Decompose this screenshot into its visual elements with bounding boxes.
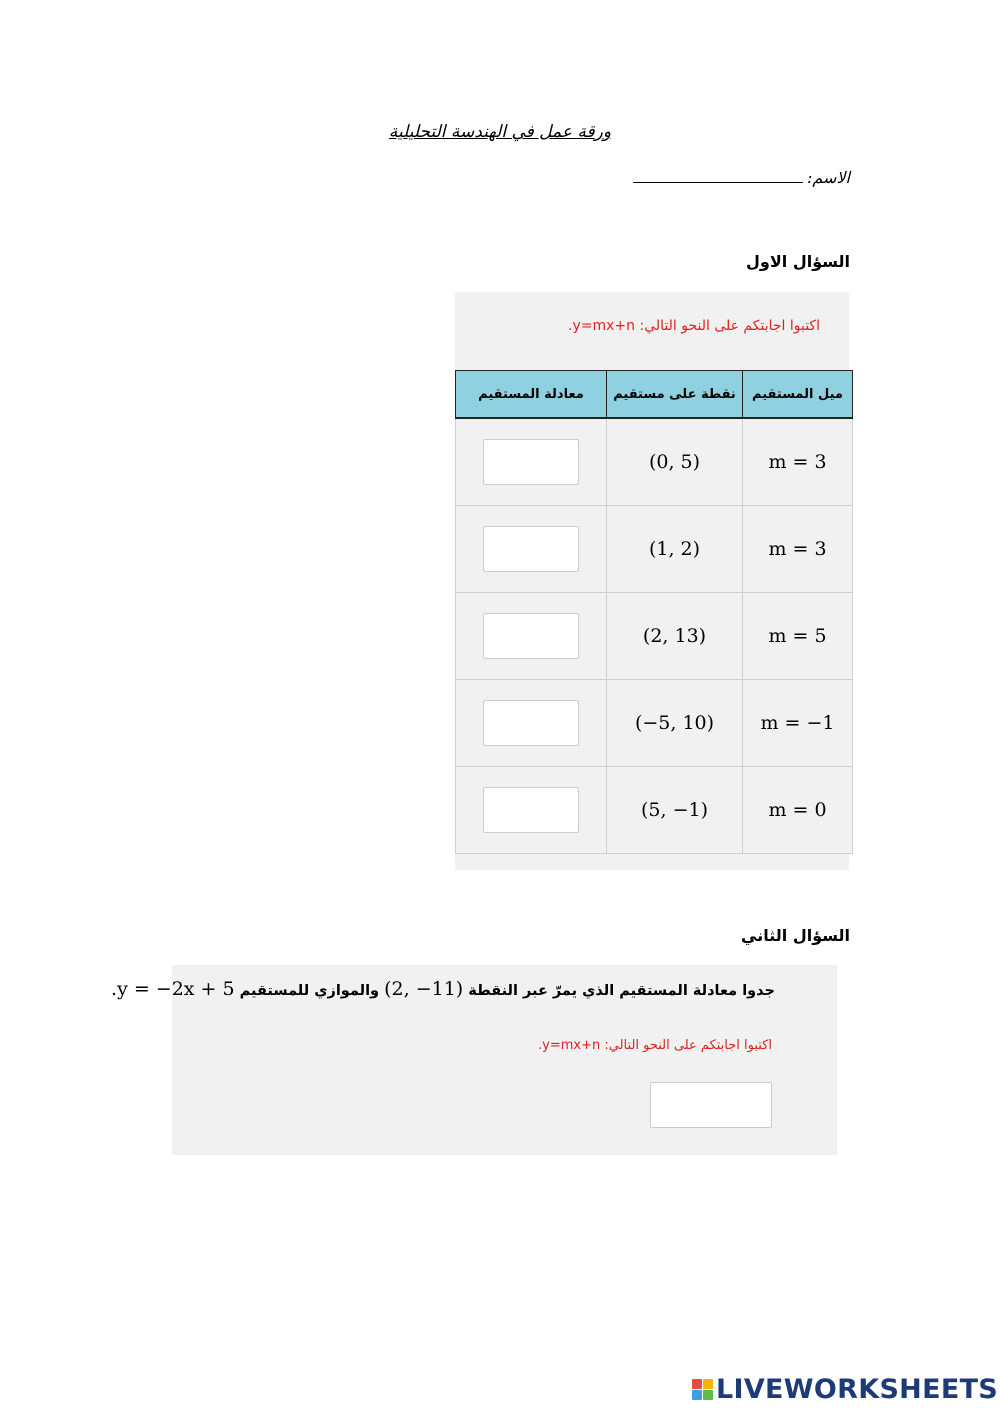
point-value: (2, 13) bbox=[642, 625, 707, 647]
question1-heading: السؤال الاول bbox=[746, 252, 850, 271]
point-cell bbox=[607, 680, 743, 767]
logo-square-red bbox=[692, 1379, 702, 1389]
equation-answer-input[interactable] bbox=[483, 439, 579, 485]
question2-end: . bbox=[111, 978, 118, 1000]
equation-answer-input[interactable] bbox=[483, 613, 579, 659]
equation-cell bbox=[456, 593, 607, 680]
question2-text-part1: جدوا معادلة المستقيم الذي يمرّ عبر النقطة bbox=[468, 983, 775, 999]
page-title: ورقة عمل في الهندسة التحليلية bbox=[388, 122, 612, 142]
slope-cell bbox=[743, 680, 853, 767]
slope-cell bbox=[743, 418, 853, 506]
equation-cell bbox=[456, 418, 607, 506]
point-value: (0, 5) bbox=[648, 451, 701, 473]
slope-cell bbox=[743, 593, 853, 680]
column-header-slope: ميل المستقيم bbox=[743, 371, 853, 419]
logo-square-blue bbox=[692, 1390, 702, 1400]
equation-cell bbox=[456, 767, 607, 854]
point-cell bbox=[607, 506, 743, 593]
question1-table bbox=[455, 370, 853, 854]
slope-cell bbox=[743, 506, 853, 593]
question2-answer-input[interactable] bbox=[650, 1082, 772, 1128]
equation-cell bbox=[456, 506, 607, 593]
question1-instruction: اكتبوا اجابتكم على النحو التالي: y=mx+n. bbox=[568, 318, 820, 334]
question2-point: (2, −11) bbox=[384, 978, 464, 1000]
question2-heading: السؤال الثاني bbox=[741, 926, 850, 945]
question2-equation: y = −2x + 5 bbox=[117, 978, 235, 1000]
slope-value: m = −1 bbox=[760, 712, 835, 734]
slope-value: m = 3 bbox=[768, 538, 827, 560]
table-row bbox=[456, 593, 853, 680]
name-field bbox=[630, 168, 850, 187]
name-blank-line[interactable] bbox=[633, 168, 803, 183]
slope-value: m = 3 bbox=[768, 451, 827, 473]
logo-text: LIVEWORKSHEETS bbox=[716, 1374, 999, 1405]
name-label: الاسم: bbox=[806, 168, 850, 187]
point-cell bbox=[607, 767, 743, 854]
logo-icon bbox=[692, 1379, 713, 1400]
question2-instruction: اكتبوا اجابتكم على النحو التالي: y=mx+n. bbox=[538, 1038, 772, 1053]
point-value: (5, −1) bbox=[640, 799, 708, 821]
slope-cell bbox=[743, 767, 853, 854]
logo-square-green bbox=[703, 1390, 713, 1400]
equation-cell bbox=[456, 680, 607, 767]
point-value: (−5, 10) bbox=[634, 712, 715, 734]
equation-answer-input[interactable] bbox=[483, 787, 579, 833]
slope-value: m = 0 bbox=[768, 799, 827, 821]
liveworksheets-logo bbox=[692, 1374, 998, 1405]
logo-square-yellow bbox=[703, 1379, 713, 1389]
table-row bbox=[456, 767, 853, 854]
question2-text-part2: والموازي للمستقيم bbox=[239, 983, 380, 999]
equation-answer-input[interactable] bbox=[483, 700, 579, 746]
point-cell bbox=[607, 418, 743, 506]
point-value: (1, 2) bbox=[648, 538, 701, 560]
equation-answer-input[interactable] bbox=[483, 526, 579, 572]
column-header-equation: معادلة المستقيم bbox=[456, 371, 607, 419]
table-row bbox=[456, 680, 853, 767]
column-header-point: نقطة على مستقيم bbox=[607, 371, 743, 419]
table-row bbox=[456, 418, 853, 506]
point-cell bbox=[607, 593, 743, 680]
table-row bbox=[456, 506, 853, 593]
question2-text bbox=[111, 978, 775, 1000]
table-header-row bbox=[456, 371, 853, 419]
slope-value: m = 5 bbox=[768, 625, 827, 647]
